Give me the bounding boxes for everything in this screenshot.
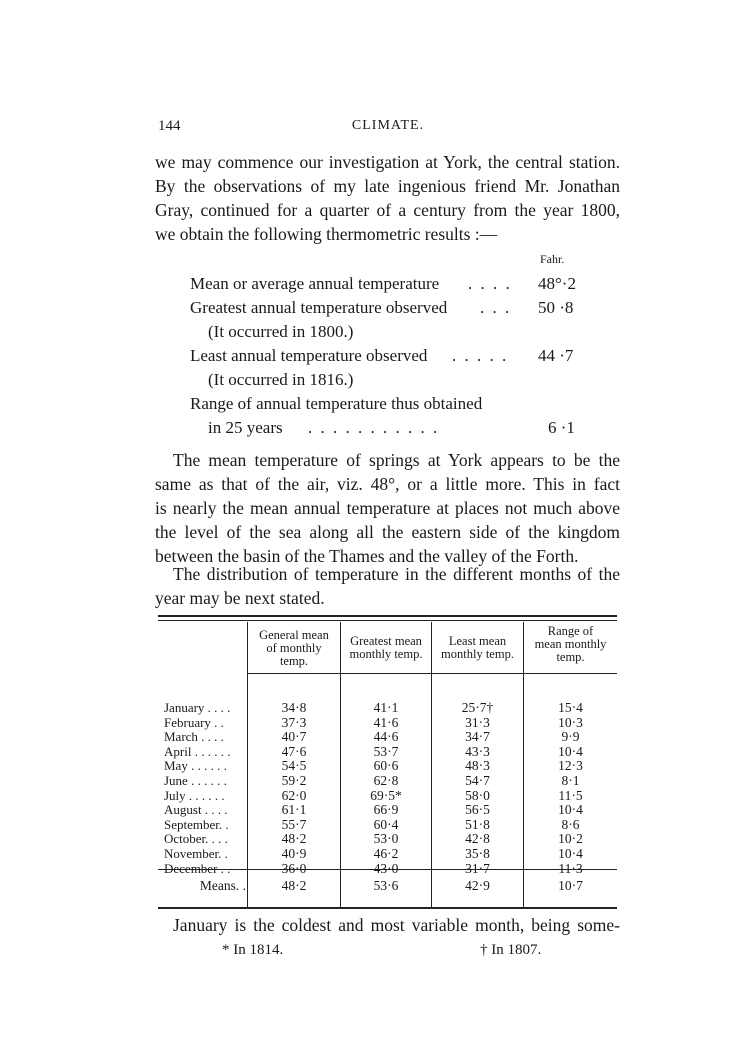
text-line: we obtain the following thermometric results :— (155, 224, 498, 244)
table-cell: 8·6 (561, 816, 580, 832)
table-cell: 11·5 (558, 787, 583, 803)
result-row (190, 296, 590, 320)
table-cell: 43·3 (465, 743, 490, 759)
table-cell: 55·7 (281, 816, 307, 832)
table-cell: 53·0 (373, 831, 399, 847)
range-column (524, 701, 617, 876)
intro-paragraph (155, 150, 620, 246)
table-rule (158, 620, 617, 621)
header-line: Least mean (448, 634, 507, 648)
distribution-paragraph (155, 562, 620, 610)
result-label: Mean or average annual temperature (190, 274, 440, 293)
month-label: November. . (164, 845, 228, 861)
general-mean-column (248, 701, 340, 876)
result-row (190, 320, 590, 344)
text-line: between the basin of the Thames and the valley of the Forth. (155, 546, 579, 566)
text-line: January is the coldest and most variable month, being some- (173, 915, 620, 935)
header-range (524, 625, 617, 664)
table-cell: 47·6 (281, 743, 307, 759)
month-label: January . . . . (164, 700, 231, 715)
text-line: the level of the sea along all the eastern side of the kingdom (155, 522, 620, 542)
leader-dots: . . . . (468, 274, 512, 293)
table-cell: 31·7 (465, 860, 490, 876)
result-value: 48°·2 (538, 274, 576, 293)
result-label: in 25 years (208, 418, 283, 437)
greatest-mean-column (341, 701, 431, 876)
result-label: Range of annual temperature thus obtained (190, 394, 483, 413)
means-greatest: 53·6 (373, 878, 399, 893)
month-label: July . . . . . . (164, 787, 225, 803)
header-line: monthly temp. (349, 647, 423, 661)
leader-dots: . . . . . (452, 346, 509, 365)
month-label: March . . . . (164, 729, 224, 745)
table-cell: 44·6 (373, 729, 399, 745)
page-number: 144 (158, 118, 181, 134)
result-row (190, 368, 590, 392)
unit-label: Fahr. (540, 252, 565, 266)
table-cell: 12·3 (558, 758, 583, 774)
text-line: year may be next stated. (155, 588, 325, 608)
table-cell: 11·3 (558, 860, 583, 876)
text-line: Gray, continued for a quarter of a century from the year 1800, (155, 200, 620, 220)
header-general-mean (248, 629, 340, 668)
leader-dots: . . . . . . . . . . . (308, 418, 440, 437)
text-line: same as that of the air, viz. 48°, or a little more. This in fact (155, 474, 620, 494)
month-label: December . . (164, 860, 231, 876)
footnote-dagger: † In 1807. (480, 942, 542, 958)
table-cell: 42·8 (465, 831, 490, 847)
header-rule (247, 673, 617, 674)
result-note: (It occurred in 1800.) (208, 322, 354, 341)
header-line: Range of (547, 624, 594, 638)
means-range: 10·7 (558, 878, 583, 893)
table-cell: 43·0 (373, 860, 399, 876)
result-row (190, 416, 590, 440)
month-label: February . . (164, 714, 224, 730)
table-cell: 60·6 (373, 758, 399, 774)
month-label: October. . . . (164, 831, 228, 847)
means-least: 42·9 (465, 878, 490, 893)
running-title: CLIMATE. (351, 118, 425, 133)
table-cell: 10·2 (558, 831, 583, 847)
result-note: (It occurred in 1816.) (208, 370, 354, 389)
table-cell: 61·1 (281, 802, 307, 818)
table-cell: 36·0 (281, 860, 307, 876)
closing-paragraph (155, 913, 620, 937)
table-cell: 10·4 (558, 845, 583, 861)
table-cell: 37·3 (281, 714, 307, 730)
table-cell: 53·7 (373, 743, 399, 759)
text-line: we may commence our investigation at York, the central station. (155, 152, 620, 172)
table-cell: 8·1 (561, 772, 580, 788)
table-cell: 60·4 (373, 816, 399, 832)
table-cell: 41·6 (373, 714, 399, 730)
table-cell: 54·7 (465, 772, 490, 788)
table-cell: 48·2 (281, 831, 307, 847)
means-general: 48·2 (281, 878, 307, 893)
table-cell: 41·1 (373, 700, 399, 715)
table-cell: 40·7 (281, 729, 307, 745)
springs-paragraph (155, 448, 620, 568)
header-line: Greatest mean (350, 634, 422, 648)
header-line: monthly temp. (441, 647, 514, 661)
table-cell: 10·3 (558, 714, 583, 730)
thermometric-results (190, 272, 590, 440)
table-cell: 34·7 (465, 729, 490, 745)
header-greatest-mean (341, 635, 431, 661)
table-cell: 15·4 (558, 700, 583, 715)
table-cell: 48·3 (465, 758, 490, 774)
table-cell: 69·5* (370, 787, 402, 803)
month-label: April . . . . . . (164, 743, 231, 759)
result-label: Least annual temperature observed (190, 346, 428, 365)
header-line: temp. (556, 650, 585, 664)
table-cell: 62·0 (281, 787, 307, 803)
table-cell: 46·2 (373, 845, 399, 861)
table-cell: 31·3 (465, 714, 490, 730)
least-mean-column (432, 701, 523, 876)
means-label: Means. . (199, 878, 246, 893)
table-cell: 66·9 (373, 802, 399, 818)
header-line: General mean (259, 628, 329, 642)
table-cell: 10·4 (558, 802, 583, 818)
text-line: By the observations of my late ingenious friend Mr. Jonathan (155, 176, 620, 196)
result-value: 44 ·7 (538, 346, 574, 365)
table-cell: 40·9 (281, 845, 307, 861)
text-line: The mean temperature of springs at York appears to be the (173, 450, 620, 470)
header-line: temp. (279, 654, 309, 668)
result-value: 6 ·1 (548, 418, 575, 437)
table-cell: 58·0 (465, 787, 490, 803)
header-least-mean (432, 635, 523, 661)
result-row (190, 392, 590, 416)
month-label: May . . . . . . (164, 758, 227, 774)
table-cell: 34·8 (281, 700, 307, 715)
header-line: of monthly (266, 641, 322, 655)
footnote-asterisk: * In 1814. (222, 942, 284, 958)
month-label: August . . . . (164, 802, 228, 818)
table-cell: 10·4 (558, 743, 583, 759)
table-cell: 35·8 (465, 845, 490, 861)
leader-dots: . . . (480, 298, 512, 317)
result-label: Greatest annual temperature observed (190, 298, 448, 317)
table-cell: 59·2 (281, 772, 307, 788)
month-label: September. . (164, 816, 229, 832)
month-column (164, 701, 246, 876)
result-row (190, 272, 590, 296)
table-cell: 62·8 (373, 772, 399, 788)
month-label: June . . . . . . (164, 772, 227, 788)
result-value: 50 ·8 (538, 298, 574, 317)
header-line: mean monthly (534, 637, 607, 651)
text-line: The distribution of temperature in the different months of the (173, 564, 620, 584)
page-header (158, 118, 618, 140)
monthly-temperature-table (158, 615, 617, 909)
table-cell: 9·9 (561, 729, 580, 745)
table-cell: 25·7† (461, 700, 494, 715)
text-line: is nearly the mean annual temperature at places not much above (155, 498, 620, 518)
table-cell: 51·8 (465, 816, 490, 832)
table-cell: 56·5 (465, 802, 490, 818)
result-row (190, 344, 590, 368)
table-cell: 54·5 (281, 758, 307, 774)
